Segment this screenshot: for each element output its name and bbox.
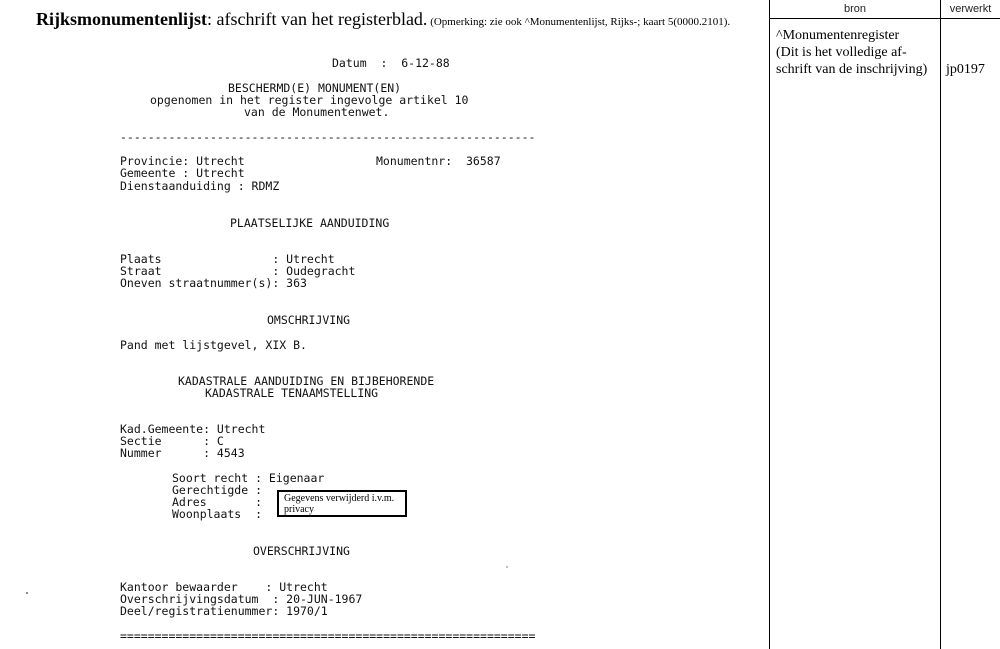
privacy-redaction-box — [277, 490, 407, 517]
monumentnr-line: Monumentnr: 36587 — [376, 154, 501, 168]
section-overschrijving: OVERSCHRIJVING — [253, 544, 350, 558]
bron-line: schrift van de inschrijving) — [776, 62, 928, 77]
dienst-line: Dienstaanduiding : RDMZ — [120, 179, 280, 193]
verwerkt-cell: jp0197 — [946, 62, 985, 77]
doc-heading-1: BESCHERMD(E) MONUMENT(EN) — [228, 81, 402, 95]
page-title — [36, 8, 730, 33]
bron-cell — [776, 27, 942, 78]
bron-line: ^Monumentenregister — [776, 28, 900, 43]
section-omschrijving: OMSCHRIJVING — [267, 313, 351, 327]
dash-separator: ------------------------------------------------------------ — [120, 130, 536, 144]
provincie-line: Provincie: Utrecht — [120, 154, 245, 168]
title-note: (Opmerking: zie ook ^Monumentenlijst, Rijks-; kaart 5(0000.2101). — [427, 16, 731, 28]
plaats-line: Plaats : Utrecht — [120, 252, 335, 266]
bron-column-header: bron — [843, 3, 867, 15]
omschrijving-line: Pand met lijstgevel, XIX B. — [120, 338, 307, 352]
kantoor-line: Kantoor bewaarder : Utrecht — [120, 580, 328, 594]
section-plaatselijke: PLAATSELIJKE AANDUIDING — [230, 216, 390, 230]
column-divider-right — [940, 0, 941, 649]
column-divider-left — [769, 0, 770, 649]
verwerkt-column-header: verwerkt — [949, 3, 992, 15]
soort-recht-line: Soort recht : Eigenaar — [172, 471, 325, 485]
woonplaats-line: Woonplaats : — [172, 507, 263, 521]
gemeente-line: Gemeente : Utrecht — [120, 166, 245, 180]
column-header-rule — [769, 18, 1000, 19]
datum-line: Datum : 6-12-88 — [332, 56, 450, 70]
title-rest: : afschrift van het registerblad. — [207, 9, 428, 29]
scan-speck — [26, 592, 28, 594]
bron-line: (Dit is het volledige af- — [776, 45, 907, 60]
scan-speck — [506, 566, 508, 568]
oneven-line: Oneven straatnummer(s): 363 — [120, 276, 307, 290]
adres-line: Adres : — [172, 495, 263, 509]
nummer-line: Nummer : 4543 — [120, 446, 245, 460]
doc-heading-3: van de Monumentenwet. — [244, 105, 390, 119]
sectie-line: Sectie : C — [120, 434, 224, 448]
kadgemeente-line: Kad.Gemeente: Utrecht — [120, 422, 266, 436]
doc-heading-2: opgenomen in het register ingevolge artikel 10 — [150, 93, 469, 107]
overschrijvingsdatum-line: Overschrijvingsdatum : 20-JUN-1967 — [120, 592, 363, 606]
section-kadastraal-2: KADASTRALE TENAAMSTELLING — [205, 386, 379, 400]
section-kadastraal-1: KADASTRALE AANDUIDING EN BIJBEHORENDE — [178, 374, 435, 388]
gerechtigde-line: Gerechtigde : — [172, 483, 263, 497]
equals-separator: ============================================================ — [120, 629, 536, 643]
straat-line: Straat : Oudegracht — [120, 264, 356, 278]
privacy-text-line: privacy — [284, 504, 314, 515]
title-bold: Rijksmonumentenlijst — [36, 9, 208, 29]
deel-line: Deel/registratienummer: 1970/1 — [120, 604, 328, 618]
privacy-text-line: Gegevens verwijderd i.v.m. — [284, 493, 395, 504]
